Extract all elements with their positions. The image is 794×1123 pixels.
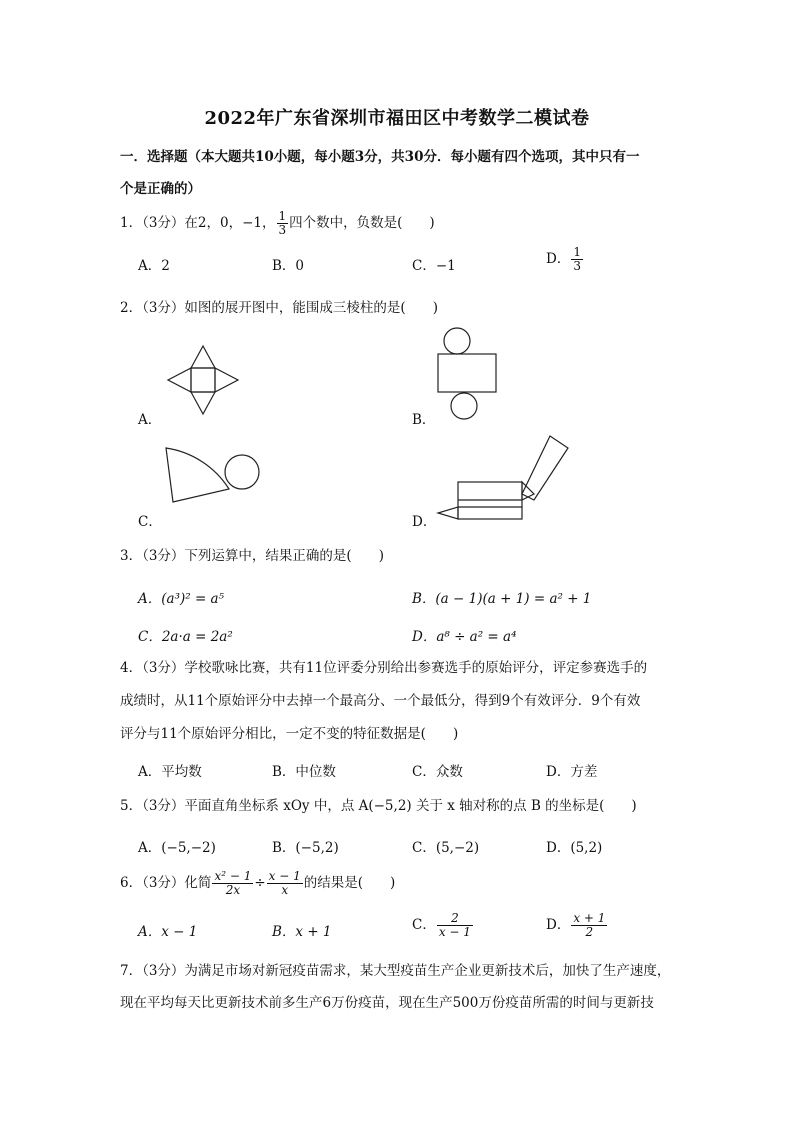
- q4-option-a: A．平均数: [138, 764, 202, 780]
- q1-option-b: B．0: [272, 258, 305, 274]
- q1-frac-den: 3: [278, 223, 287, 237]
- question-5: 5．（3分）平面直角坐标系 xOy 中，点 A(−5,2) 关于 x 轴对称的点 B 的坐标是( ): [120, 798, 637, 814]
- q6-f2-num: x − 1: [268, 869, 301, 883]
- section-heading-line1: 一．选择题（本大题共10小题，每小题3分，共30分．每小题有四个选项，其中只有一: [120, 149, 640, 165]
- figure-a-top-triangle: [191, 346, 215, 368]
- q6-f1-num: x² − 1: [214, 869, 252, 883]
- q6-option-a: A．x − 1: [138, 924, 198, 940]
- q2-figure-a: [160, 340, 244, 420]
- q6-prefix: 6．（3分）化简: [120, 875, 212, 891]
- figure-b-rectangle: [438, 354, 496, 392]
- q5-option-a: A．(−5,−2): [138, 840, 216, 856]
- q2-label-a: A．: [138, 412, 162, 428]
- q1-suffix: 四个数中，负数是( ): [289, 215, 435, 231]
- figure-d-left-triangle: [438, 507, 458, 519]
- question-1: [120, 210, 435, 237]
- question-4-line2: 成绩时，从11个原始评分中去掉一个最高分、一个最低分，得到9个有效评分．9个有效: [120, 693, 641, 709]
- q4-option-c: C．众数: [412, 764, 463, 780]
- figure-d-slanted-rectangle: [522, 436, 568, 500]
- q6-option-c: [412, 912, 474, 939]
- q6-option-c-label: C．: [412, 917, 436, 933]
- page-title: 2022年广东省深圳市福田区中考数学二模试卷: [204, 108, 590, 129]
- question-7-line1: 7．（3分）为满足市场对新冠疫苗需求，某大型疫苗生产企业更新技术后，加快了生产速度，: [120, 963, 671, 979]
- q6-option-b: B．x + 1: [272, 924, 332, 940]
- q3-option-c: C．2a·a = 2a²: [138, 629, 233, 645]
- question-6: [120, 870, 395, 897]
- q1-prefix: 1．（3分）在2，0，−1，: [120, 215, 276, 231]
- question-3: 3．（3分）下列运算中，结果正确的是( ): [120, 548, 384, 564]
- figure-b-top-circle: [444, 328, 470, 354]
- q6-f2-den: x: [281, 883, 289, 897]
- figure-a-right-triangle: [215, 368, 238, 392]
- q1-option-a: A．2: [138, 258, 170, 274]
- figure-a-square: [191, 368, 215, 392]
- q5-option-c: C．(5,−2): [412, 840, 480, 856]
- figure-a-left-triangle: [168, 368, 191, 392]
- q1-option-d-fraction: [571, 246, 583, 273]
- figure-c-sector: [166, 448, 229, 502]
- section-heading-line2: 个是正确的）: [120, 181, 201, 197]
- q2-figure-d: [430, 432, 575, 524]
- q1-fraction: [277, 210, 289, 237]
- figure-a-bottom-triangle: [191, 392, 215, 414]
- q6-d-den: 2: [585, 925, 594, 939]
- q6-f1-den: 2x: [225, 883, 241, 897]
- question-7-line2: 现在平均每天比更新技术前多生产6万份疫苗，现在生产500万份疫苗所需的时间与更新技: [120, 995, 654, 1011]
- q2-label-d: D．: [412, 514, 437, 530]
- q3-option-b: B．(a − 1)(a + 1) = a² + 1: [412, 591, 592, 607]
- q2-label-b: B．: [412, 412, 436, 428]
- question-4-line3: 评分与11个原始评分相比，一定不变的特征数据是( ): [120, 726, 459, 742]
- question-2: 2．（3分）如图的展开图中，能围成三棱柱的是( ): [120, 300, 438, 316]
- q2-figure-c: [160, 440, 265, 515]
- q2-figure-b: [430, 325, 510, 425]
- q4-option-d: D．方差: [546, 764, 598, 780]
- q6-option-d-label: D．: [546, 917, 571, 933]
- q6-option-d: [546, 912, 608, 939]
- q3-option-a: A．(a³)² = a⁵: [138, 591, 225, 607]
- q6-fraction-2: [267, 870, 303, 897]
- q2-label-c: C．: [138, 514, 162, 530]
- q6-c-den: x − 1: [438, 925, 471, 939]
- q6-d-num: x + 1: [573, 911, 606, 925]
- q6-fraction-1: [212, 870, 253, 897]
- q1-option-d-label: D．: [546, 251, 571, 267]
- q6-c-num: 2: [437, 912, 473, 926]
- q6-operator: ÷: [254, 875, 266, 891]
- q3-option-d: D．a⁸ ÷ a² = a⁴: [412, 629, 517, 645]
- q6-option-c-fraction: [437, 912, 473, 939]
- figure-c-circle: [225, 455, 259, 489]
- q5-option-d: D．(5,2): [546, 840, 603, 856]
- q5-option-b: B．(−5,2): [272, 840, 339, 856]
- q1-option-d: [546, 246, 584, 273]
- q4-option-b: B．中位数: [272, 764, 336, 780]
- q1-option-c: C．−1: [412, 258, 456, 274]
- q1-d-den: 3: [573, 259, 581, 273]
- q6-option-d-fraction: [571, 912, 607, 939]
- q1-frac-num: 1: [278, 209, 287, 223]
- figure-b-bottom-circle: [451, 393, 477, 419]
- question-4-line1: 4．（3分）学校歌咏比赛，共有11位评委分别给出参赛选手的原始评分，评定参赛选手的: [120, 660, 648, 676]
- q1-d-num: 1: [573, 245, 581, 259]
- q6-suffix: 的结果是( ): [303, 875, 396, 891]
